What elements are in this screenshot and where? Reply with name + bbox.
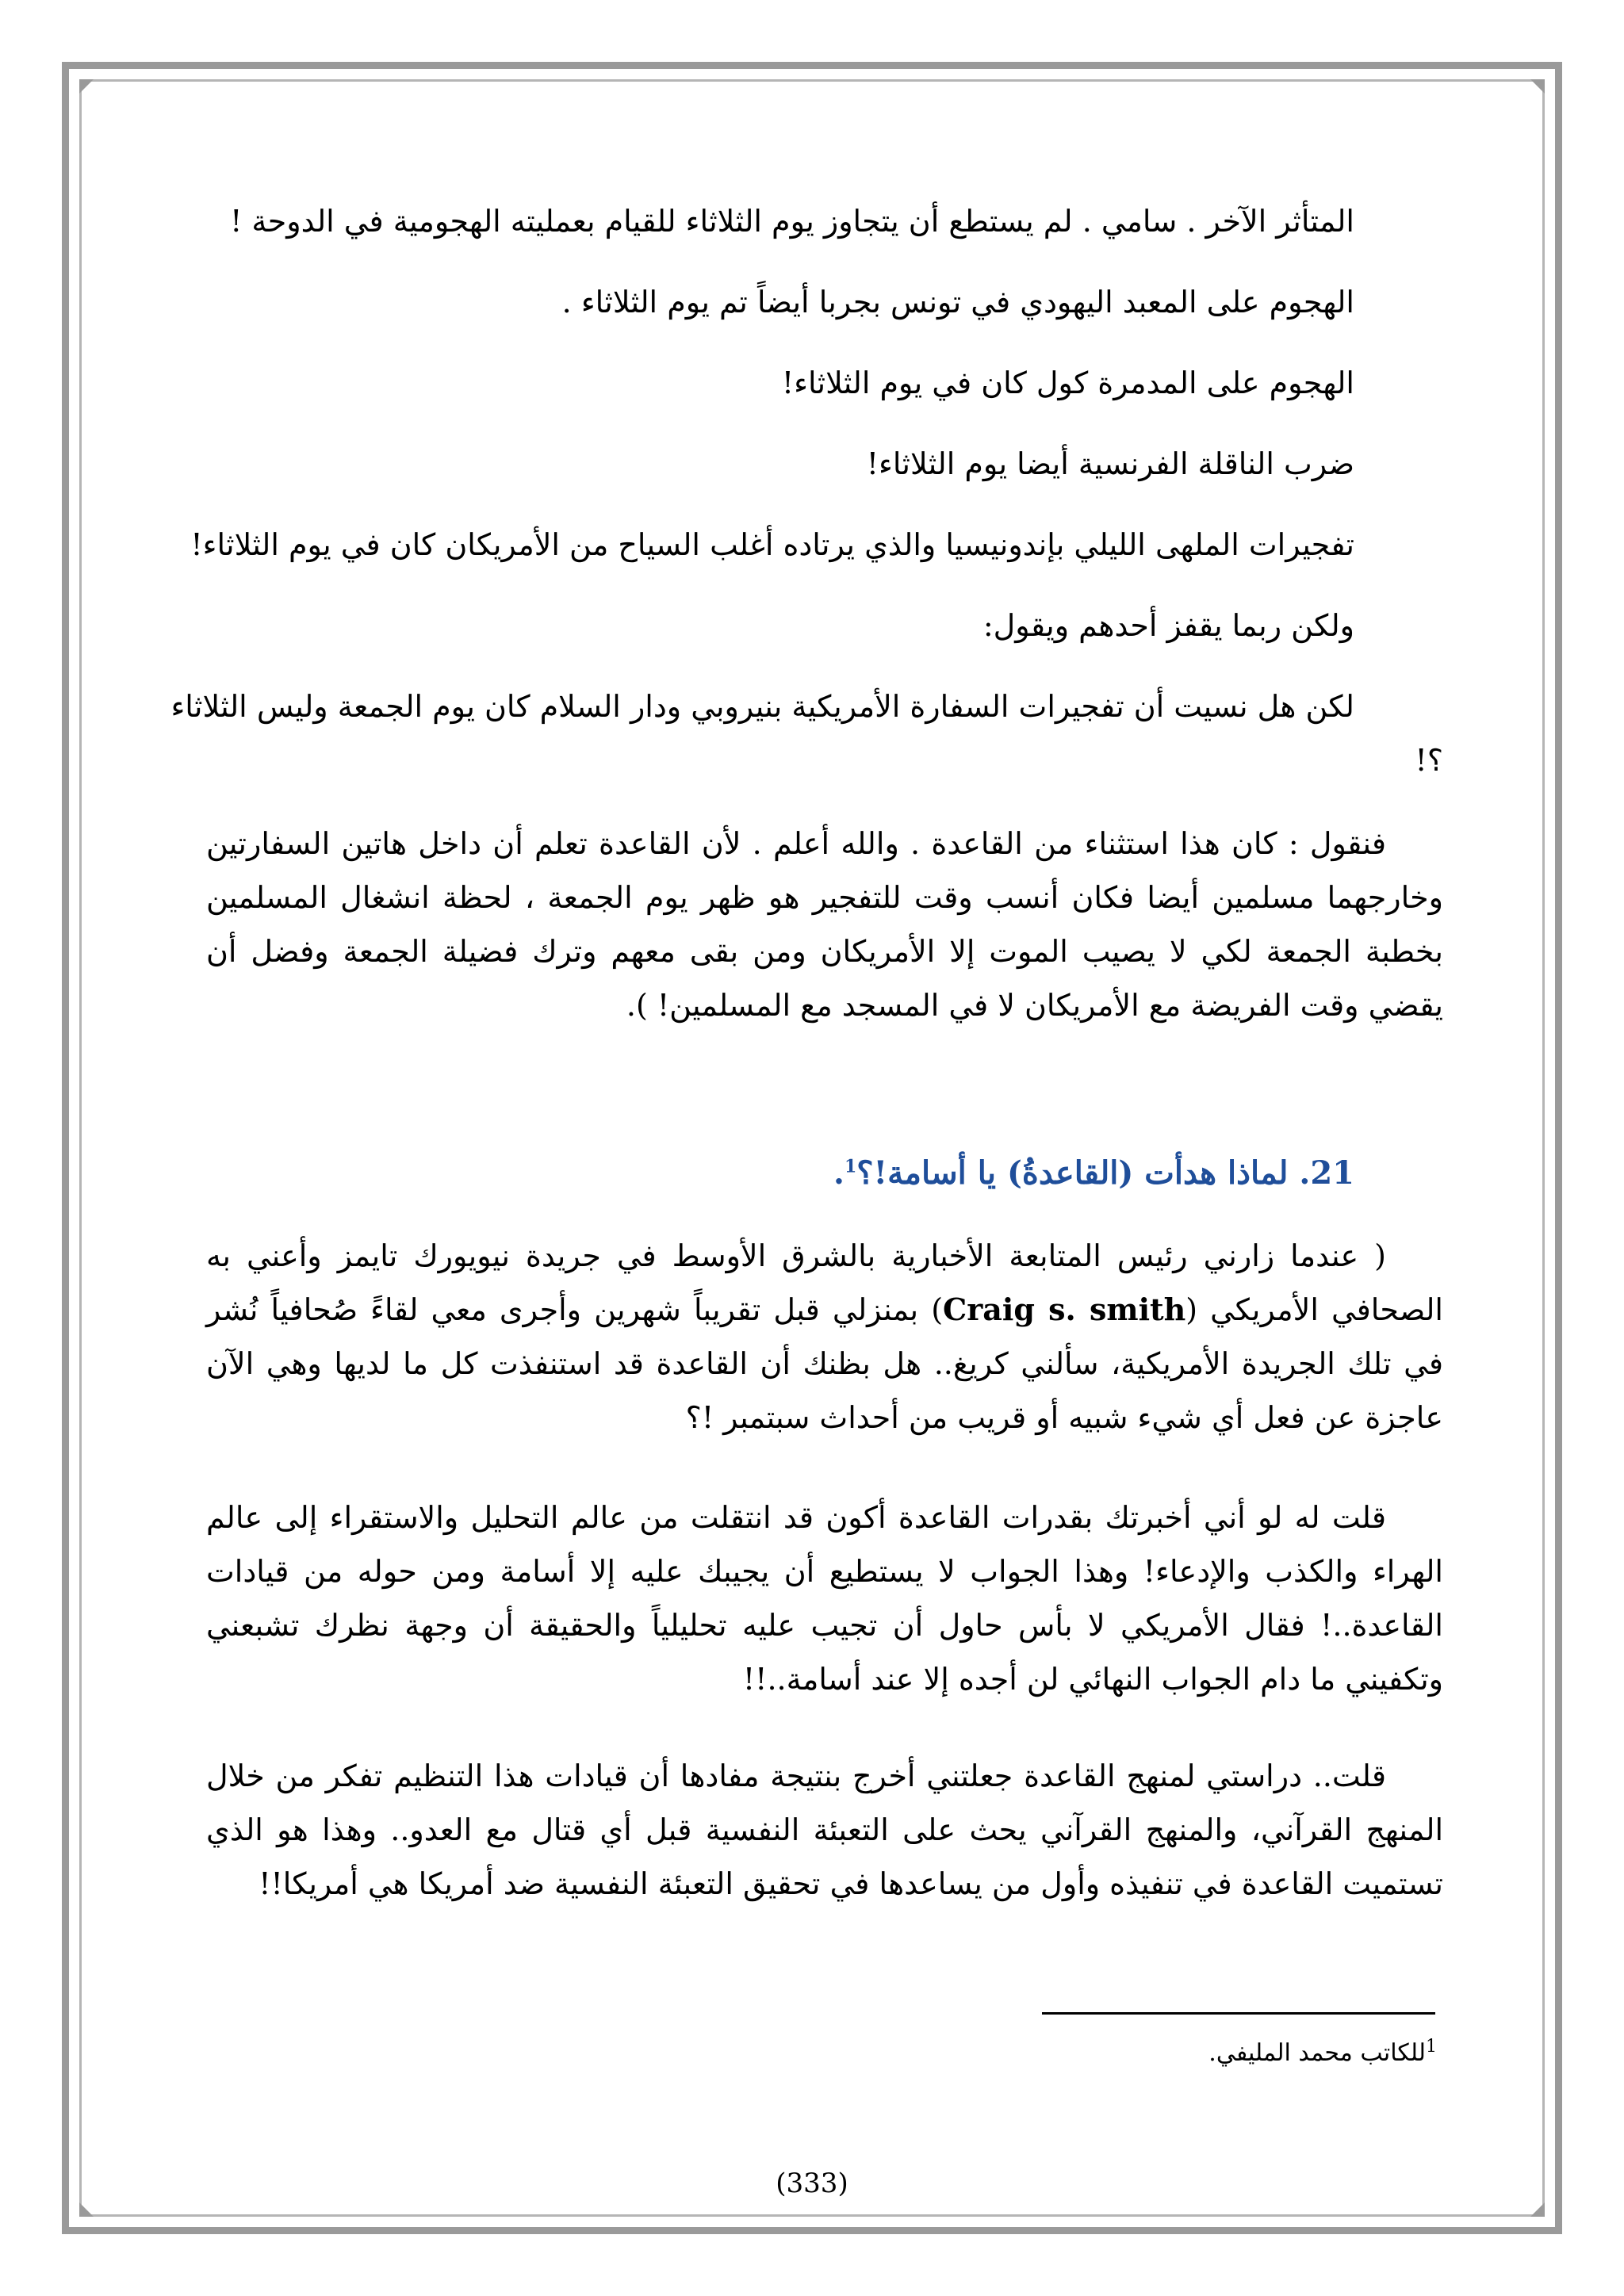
footnote <box>1208 2039 1437 2067</box>
text-line: ضرب الناقلة الفرنسية أيضا يوم الثلاثاء! <box>866 446 1354 481</box>
paragraph: فنقول : كان هذا استثناء من القاعدة . والله أعلم . لأن القاعدة تعلم أن داخل هاتين السفارتين وخارجهما مسلمين أيضا فكان أنسب وقت للتفجير هو ظهر يوم الجمعة ، لحظة انشغال المسلمين بخطبة الجمعة لكي لا يصيب الموت إلا الأمريكان ومن بقى معهم وترك فضيلة الجمعة وفضل أن يقضي وقت الفريضة مع الأمريكان لا في المسجد مع المسلمين! ). <box>206 826 1443 1023</box>
footnote-text: للكاتب محمد المليفي. <box>1208 2039 1426 2067</box>
heading-trail: . <box>833 1154 845 1192</box>
author-name-latin: Craig s. smith <box>943 1292 1186 1327</box>
footnote-number: 1 <box>1426 2037 1437 2057</box>
text-line: ؟! <box>1415 743 1443 778</box>
border-corner-ornament <box>79 2202 94 2217</box>
para2-after: ) بمنزلي قبل تقريباً شهرين وأجرى معي لقاءً صُحافياً نُشر في تلك الجريدة الأمريكية، سألني كريغ.. هل بظنك أن القاعدة قد استنفذت كل ما لديها وهي الآن عاجزة عن فعل أي شيء شبيه أو قريب من أحداث سبتمبر !؟ <box>206 1292 1443 1435</box>
text-line: ولكن ربما يقفز أحدهم ويقول: <box>982 608 1354 643</box>
text-line: الهجوم على المدمرة كول كان في يوم الثلاثاء! <box>781 365 1354 400</box>
border-corner-ornament <box>1530 79 1545 94</box>
section-heading <box>833 1154 1354 1192</box>
footnote-separator <box>1042 2012 1435 2015</box>
text-line: الهجوم على المعبد اليهودي في تونس بجربا أيضاً تم يوم الثلاثاء . <box>561 285 1354 320</box>
heading-text: 21. لماذا هدأت (القاعدةُ) يا أسامة!؟ <box>856 1154 1354 1192</box>
paragraph: قلت.. دراستي لمنهج القاعدة جعلتني أخرج بنتيجة مفادها أن قيادات هذا التنظيم تفكر من خلال المنهج القرآني، والمنهج القرآني يحث على التعبئة النفسية قبل أي قتال مع العدو.. وهذا هو الذي تستميت القاعدة في تنفيذه وأول من يساعدها في تحقيق التعبئة النفسية ضد أمريكا هي أمريكا!! <box>206 1758 1443 1901</box>
border-corner-ornament <box>1530 2202 1545 2217</box>
footnote-ref: 1 <box>844 1156 857 1177</box>
border-corner-ornament <box>79 79 94 94</box>
paragraph: قلت له لو أني أخبرتك بقدرات القاعدة أكون قد انتقلت من عالم التحليل والاستقراء إلى عالم الهراء والكذب والإدعاء! وهذا الجواب لا يستطيع أن يجيبك عليه إلا أسامة ومن حوله من قيادات القاعدة..! فقال الأمريكي لا بأس حاول أن تجيب عليه تحليلياً والحقيقة أن وجهة نظرك تشبعني وتكفيني ما دام الجواب النهائي لن أجده إلا عند أسامة..!! <box>206 1500 1443 1697</box>
text-line: لكن هل نسيت أن تفجيرات السفارة الأمريكية بنيروبي ودار السلام كان يوم الجمعة وليس الثلاثاء <box>170 689 1354 724</box>
paragraph <box>206 1229 1443 1445</box>
para2-before: ( عندما زارني رئيس المتابعة الأخبارية بالشرق الأوسط في جريدة نيويورك تايمز وأعني به الصحافي الأمريكي ( <box>206 1238 1443 1327</box>
page-number: (333) <box>776 2168 848 2199</box>
text-line: تفجيرات الملهى الليلي بإندونيسيا والذي يرتاده أغلب السياح من الأمريكان كان في يوم الثلاثاء! <box>190 527 1354 562</box>
text-line: المتأثر الآخر . سامي . لم يستطع أن يتجاوز يوم الثلاثاء للقيام بعمليته الهجومية في الدوحة ! <box>230 204 1354 239</box>
